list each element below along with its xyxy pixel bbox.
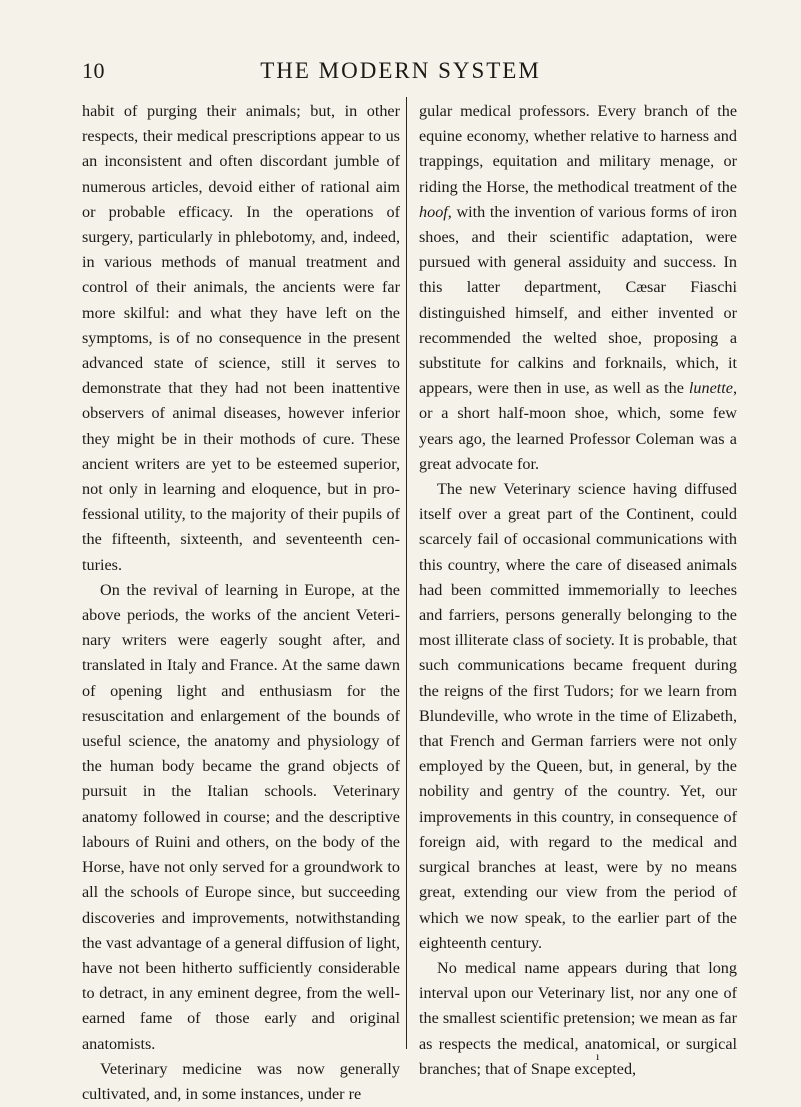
paragraph: No medical name appears during that long interval upon our Veterinary list, nor any one of the smallest scientific pretension; we mean as far as respects the medical, anatomical, or surgical branches; that of Snape excepted, xyxy=(419,958,737,1078)
text-run: , or a short half-moon shoe, which, some few years ago, the learned Professor Coleman was a great advocate for. xyxy=(419,379,737,473)
signature-mark: ı xyxy=(596,1049,600,1063)
page-header xyxy=(0,58,801,88)
paragraph: habit of purging their animals; but, in other respects, their medical prescriptions appear to us an inconsistent and often discordant jumble of numerous articles, devoid either of rational aim or probable efficacy. In the operations of surgery, particularly in phlebotomy, and, indeed, in various methods of manual treatment and control of their animals, the ancients were far more skilful: and what they have left on the symptoms, is of no consequence in the present advanced state of science, still it serves to demonstrate that they had not been inattentive observers of animal diseases, however inferior they might be in their mothods of cure. These ancient writers are yet to be esteemed superior, not only in learning and eloquence, but in professional utility, to the majority of their pupils of the fifteenth, sixteenth, and seventeenth centuries. xyxy=(82,102,400,574)
paragraph: On the revival of learning in Europe, at the above periods, the works of the ancient Veterinary writers were eagerly sought after, and translated in Italy and France. At the same dawn of opening light and enthusiasm for the resuscitation and enlargement of the bounds of useful science, the anatomy and physiology of the human body became the grand objects of pursuit in the Italian schools. Veterinary anatomy followed in course; and the descriptive labours of Ruini and others, on the body of the Horse, have not only served for a groundwork to all the schools of Europe since, but succeeding discoveries and improvements, notwithstanding the vast advantage of a general diffusion of light, have not been hitherto sufficiently considerable to detract, in any eminent degree, from the well-earned fame of those early and original anatomists. xyxy=(82,580,400,1053)
paragraph xyxy=(419,99,737,477)
left-column xyxy=(82,99,400,1107)
paragraph: The new Veterinary science having diffused itself over a great part of the Continent, could scarcely fail of occasional communications with this country, where the care of diseased animals had been committed immemorially to leeches and farriers, persons generally belonging to the most illiterate class of society. It is probable, that such communications became frequent during the reigns of the first Tudors; for we learn from Blundeville, who wrote in the time of Elizabeth, that French and German farriers were not only employed by the Queen, but, in general, by the nobility and gentry of the country. Yet, our improvements in this country, in consequence of foreign aid, with regard to the medical and surgical branches at least, were by no means great, extending our view from the period of which we now speak, to the earlier part of the eighteenth century. xyxy=(419,480,737,952)
right-column xyxy=(419,99,737,1082)
column-divider xyxy=(406,97,407,1049)
page-number: 10 xyxy=(82,58,105,83)
running-title: THE MODERN SYSTEM xyxy=(260,58,541,83)
text-run: gular medical professors. Every branch of the equine economy, whether relative to harness and trappings, equitation and military menage, or riding the Horse, the methodical treatment of the xyxy=(419,102,737,196)
text-run: , with the invention of various forms of iron shoes, and their scientific adaptation, were pursued with general assiduity and success. In this latter department, Cæsar Fiaschi distinguished himself, and either invented or recommended the welted shoe, proposing a substitute for calkins and forknails, which, it appears, were then in use, as well as the xyxy=(419,202,737,398)
italic-term-lunette: lunette xyxy=(688,379,733,398)
paragraph: Veterinary medicine was now generally cultivated, and, in some instances, under re xyxy=(82,1059,400,1103)
italic-term-hoof: hoof xyxy=(419,202,448,221)
